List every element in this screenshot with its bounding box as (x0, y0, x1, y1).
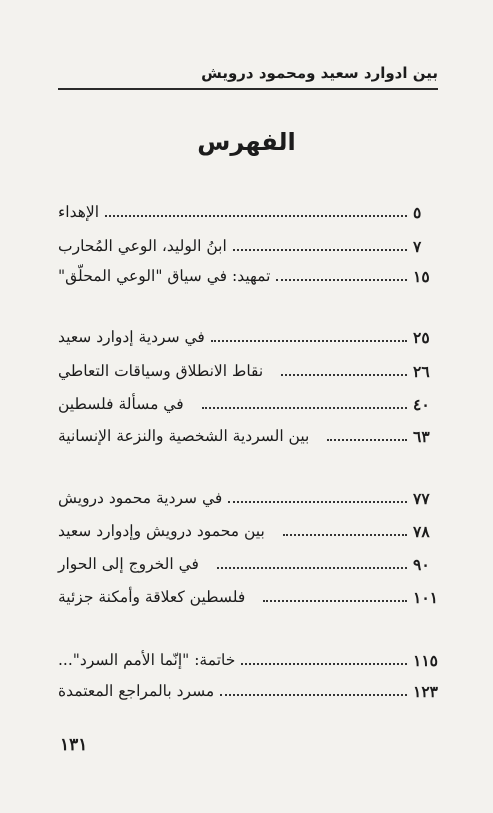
toc-entry (58, 264, 443, 288)
toc-entry (58, 679, 443, 703)
toc-entry-page: ٦٣ (413, 426, 430, 446)
dot-leader (105, 215, 407, 217)
dot-leader (281, 374, 407, 376)
dot-leader (220, 694, 407, 696)
toc-entry (58, 648, 443, 672)
toc-entry-page: ٤٠ (413, 394, 430, 414)
dot-leader (276, 279, 407, 281)
toc-entry-page: ٢٦ (413, 361, 430, 381)
dot-leader (202, 407, 407, 409)
dot-leader (217, 567, 407, 569)
toc-entry (58, 325, 443, 349)
toc-entry (58, 234, 443, 258)
toc-entry-title: في سردية إدوارد سعيد (58, 328, 205, 346)
toc-entry-page: ٩٠ (413, 554, 430, 574)
dot-leader (327, 439, 407, 441)
toc-entry-title: بين السردية الشخصية والنزعة الإنسانية (58, 427, 310, 445)
toc-entry-page: ٥ (413, 202, 422, 222)
toc-entry-title: مسرد بالمراجع المعتمدة (58, 682, 215, 700)
toc-entry-title: ابنُ الوليد، الوعي المُحارب (58, 237, 227, 255)
toc-entry-title: خاتمة: "إنّما الأمم السرد"... (58, 651, 236, 669)
page-number: ١٣١ (60, 735, 88, 755)
toc-entry-page: ٧ (413, 236, 422, 256)
dot-leader (263, 600, 407, 602)
toc-entry-page: ٢٥ (413, 327, 430, 347)
toc-entry-title: الإهداء (58, 203, 100, 221)
toc-entry-page: ١١٥ (413, 650, 438, 670)
toc-entry-dedication (58, 200, 443, 224)
toc-entry (58, 486, 443, 510)
toc-entry (58, 424, 443, 448)
toc-entry-page: ١٥ (413, 266, 430, 286)
toc-entry (58, 359, 443, 383)
toc-entry-title: في سردية محمود درويش (58, 489, 223, 507)
toc-entry-title: تمهيد: في سياق "الوعي المحلّق" (58, 267, 271, 285)
toc-entry-title: في الخروج إلى الحوار (58, 555, 199, 573)
dot-leader (233, 249, 407, 251)
toc-heading: الفهرس (197, 128, 296, 156)
dot-leader (211, 340, 407, 342)
toc-entry-title: نقاط الانطلاق وسياقات التعاطي (58, 362, 264, 380)
toc-entry (58, 585, 443, 609)
toc-entry-page: ١٠١ (413, 587, 438, 607)
toc-entry (58, 519, 443, 543)
toc-entry-page: ٧٧ (413, 488, 430, 508)
toc-entry (58, 552, 443, 576)
toc-entry (58, 392, 443, 416)
dot-leader (228, 501, 407, 503)
toc-entry-title: فلسطين كعلاقة وأمكنة جزئية (58, 588, 246, 606)
toc-entry-title: في مسألة فلسطين (58, 395, 184, 413)
running-header: بين ادوارد سعيد ومحمود درويش (201, 64, 438, 82)
header-rule (58, 88, 438, 90)
dot-leader (241, 663, 407, 665)
toc-entry-title: بين محمود درويش وإدوارد سعيد (58, 522, 265, 540)
toc-entry-page: ٧٨ (413, 521, 430, 541)
dot-leader (283, 534, 407, 536)
toc-entry-page: ١٢٣ (413, 681, 438, 701)
